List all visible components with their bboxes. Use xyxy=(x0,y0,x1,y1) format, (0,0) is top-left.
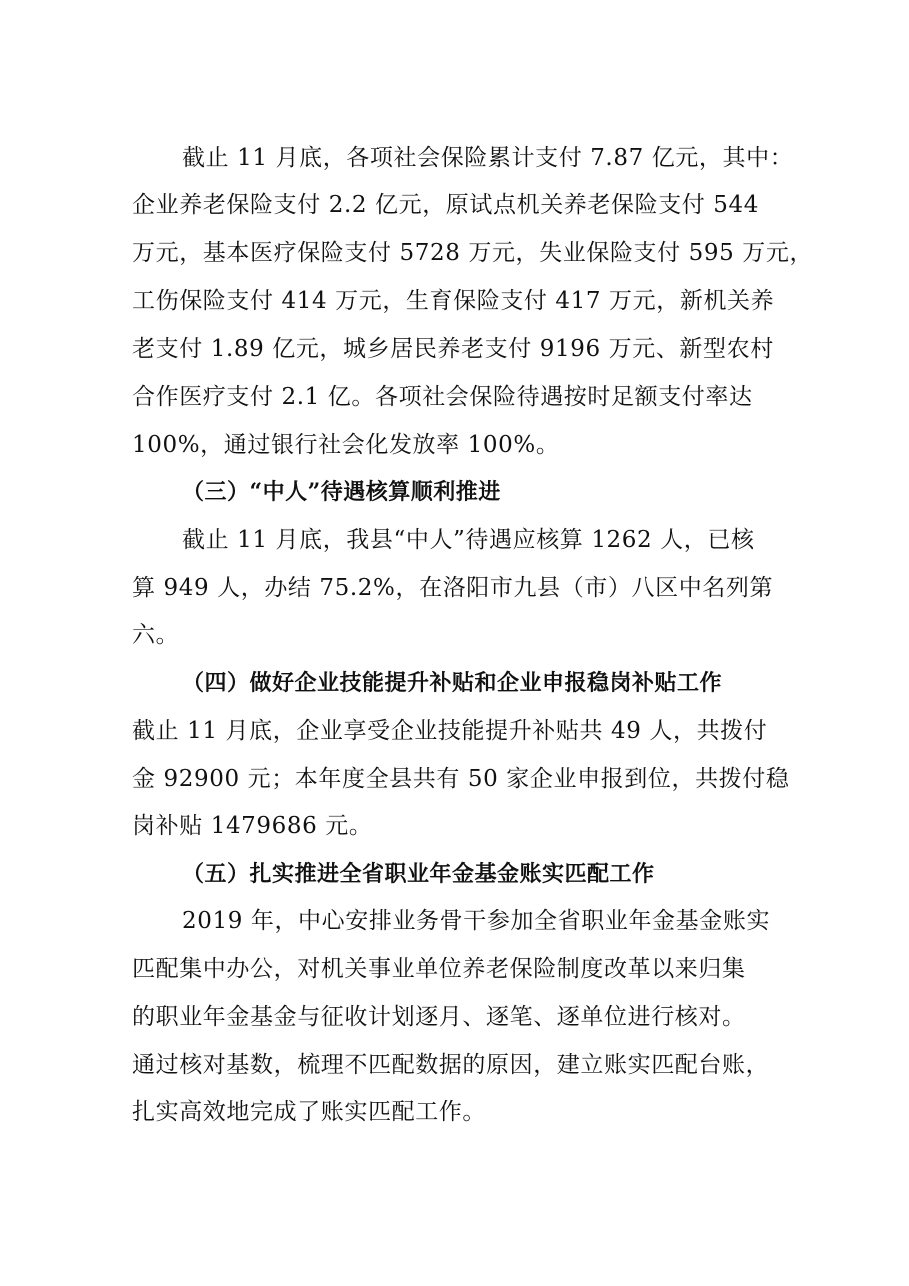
paragraph-line: 的职业年金基金与征收计划逐月、逐笔、逐单位进行核对。 xyxy=(132,1004,746,1030)
paragraph-line: 100%，通过银行社会化发放率 100%。 xyxy=(132,432,560,458)
section-heading: （四）做好企业技能提升补贴和企业申报稳岗补贴工作 xyxy=(182,670,723,696)
paragraph-line: 老支付 1.89 亿元，城乡居民养老支付 9196 万元、新型农村 xyxy=(132,336,774,362)
section-heading: （三）“中人”待遇核算顺利推进 xyxy=(182,479,501,505)
paragraph-line: 通过核对基数，梳理不匹配数据的原因，建立账实匹配台账， xyxy=(132,1052,770,1078)
paragraph-line: 匹配集中办公，对机关事业单位养老保险制度改革以来归集 xyxy=(132,956,746,982)
paragraph-line: 截止 11 月底，我县“中人”待遇应核算 1262 人，已核 xyxy=(182,527,755,553)
paragraph-line: 2019 年，中心安排业务骨干参加全省职业年金基金账实 xyxy=(182,908,771,934)
paragraph-line: 截止 11 月底，各项社会保险累计支付 7.87 亿元，其中： xyxy=(182,145,794,171)
paragraph-line: 截止 11 月底，企业享受企业技能提升补贴共 49 人，共拨付 xyxy=(132,718,768,744)
paragraph-line: 企业养老保险支付 2.2 亿元，原试点机关养老保险支付 544 xyxy=(132,192,760,218)
paragraph-line: 金 92900 元；本年度全县共有 50 家企业申报到位，共拨付稳 xyxy=(132,766,790,792)
paragraph-line: 六。 xyxy=(132,622,180,648)
paragraph-line: 合作医疗支付 2.1 亿。各项社会保险待遇按时足额支付率达 xyxy=(132,384,753,410)
paragraph-line: 万元，基本医疗保险支付 5728 万元，失业保险支付 595 万元， xyxy=(132,240,814,266)
paragraph-line: 算 949 人，办结 75.2%，在洛阳市九县（市）八区中名列第 xyxy=(132,575,774,601)
paragraph-line: 岗补贴 1479686 元。 xyxy=(132,813,373,839)
section-heading: （五）扎实推进全省职业年金基金账实匹配工作 xyxy=(182,861,655,887)
paragraph-line: 扎实高效地完成了账实匹配工作。 xyxy=(132,1099,486,1125)
paragraph-line: 工伤保险支付 414 万元，生育保险支付 417 万元，新机关养 xyxy=(132,288,775,314)
